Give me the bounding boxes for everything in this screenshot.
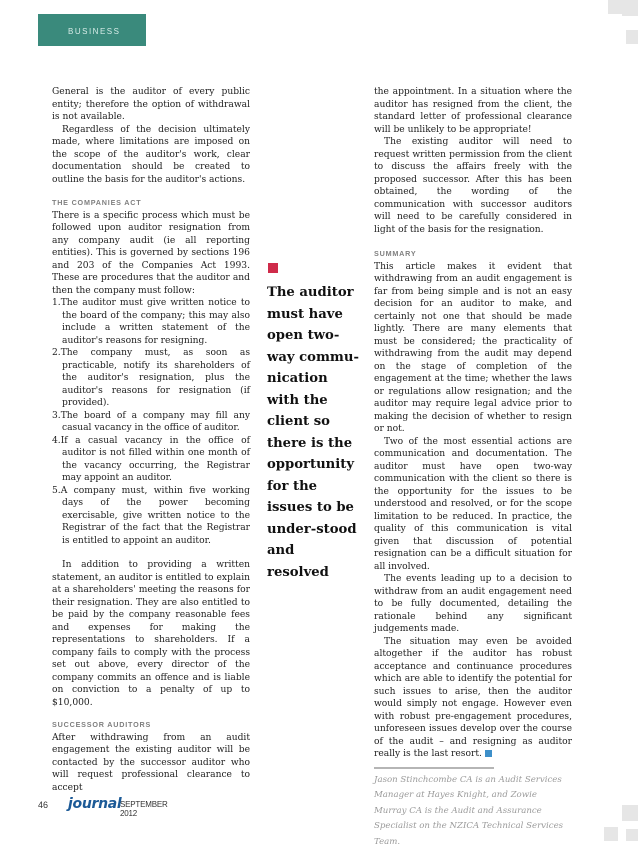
corner-decoration (608, 0, 622, 14)
paragraph: Regardless of the decision ultimately made, where limitations are imposed on the scope of the auditor's work, clear documentation should be created to outline the basis for the auditor's actions. (52, 124, 250, 187)
author-bio: Jason Stinchcombe CA is an Audit Services Manager at Hayes Knight, and Zowie Murray CA is the Audit and Assurance Specialist on the NZICA Technical Services Team. (374, 773, 572, 850)
page-footer (38, 800, 48, 811)
paragraph: In addition to providing a written statement, an auditor is entitled to explain at a shareholders' meeting the reasons for their resignation. They are also entitled to be paid by the company reasonable fees and expenses for making the representations to shareholders. If a company fails to comply with the process set out above, every director of the company commits an offence and is liable on conviction to a penalty of up to $10,000. (52, 559, 250, 709)
section-tab (38, 14, 146, 46)
page-number: 46 (38, 800, 48, 810)
paragraph: the appointment. In a situation where the auditor has resigned from the client, the standard letter of professional clearance will be unlikely to be appropriate! (374, 86, 572, 136)
list-item: 4.If a casual vacancy in the office of auditor is not filled within one month of the vacancy occurring, the Registrar may appoint an auditor. (52, 435, 250, 485)
divider (374, 767, 494, 769)
heading-companies-act: THE COMPANIES ACT (52, 197, 250, 210)
procedure-list (52, 297, 250, 547)
accent-square (268, 263, 278, 273)
corner-decoration (626, 30, 638, 44)
paragraph: This article makes it evident that withdrawing from an audit engagement is far from being simple and is not an easy decision for an auditor to make, and certainly not one that should be made lightly. There are many elements that must be considered; the practicality of withdrawing from the audit may depend on the stage of completion of the engagement at the time; whether the laws or regulations allow resignation; and the auditor may require legal advice prior to making the decision of whether to resign or not. (374, 261, 572, 436)
paragraph: After withdrawing from an audit engagement the existing auditor will be contacted by the successor auditor who will request professional clearance to accept (52, 732, 250, 795)
corner-decoration (622, 805, 638, 821)
heading-summary: SUMMARY (374, 248, 572, 261)
corner-decoration (622, 0, 638, 16)
list-item: 2.The company must, as soon as practicable, notify its shareholders of the auditor's resignation, plus the auditor's reasons for resignation (if provided). (52, 347, 250, 410)
paragraph: There is a specific process which must be followed upon auditor resignation from any company audit (ie all reporting entities). This is governed by sections 196 and 203 of the Companies Act 1993. These are procedures that the auditor and then the company must follow: (52, 210, 250, 298)
magazine-logo: journal (68, 796, 121, 812)
paragraph: General is the auditor of every public entity; therefore the option of withdrawal is not available. (52, 86, 250, 124)
heading-successor-auditors: SUCCESSOR AUDITORS (52, 719, 250, 732)
left-column (52, 86, 250, 794)
corner-decoration (604, 827, 618, 841)
pull-quote: The auditor must have open two-way commu-nication with the client so there is the opportunity for the issues to be under-stood and resolved (267, 282, 359, 583)
list-item: 1.The auditor must give written notice to the board of the company; this may also include a written statement of the auditor's reasons for resigning. (52, 297, 250, 347)
list-item: 5.A company must, within five working days of the power becoming exercisable, give written notice to the Registrar of the fact that the Registrar is entitled to appoint an auditor. (52, 485, 250, 548)
issue-date: SEPTEMBER 2012 (120, 800, 168, 818)
paragraph: The existing auditor will need to request written permission from the client to discuss the affairs freely with the proposed successor. After this has been obtained, the wording of the communication with successor auditors will need to be carefully considered in light of the basis for the resignation. (374, 136, 572, 236)
end-mark-icon (485, 750, 492, 757)
corner-decoration (626, 829, 638, 841)
paragraph: The situation may even be avoided altogether if the auditor has robust acceptance and continuance procedures which are able to identify the potential for such issues to arise, then the auditor would simply not engage. However even with robust pre-engagement procedures, unforeseen issues develop over the course of the audit – and resigning as auditor really is the last resort. (374, 637, 572, 760)
paragraph: Two of the most essential actions are communication and documentation. The auditor must have open two-way communication with the client so there is the opportunity for the issues to be understood and resolved, or for the scope limitation to be reduced. In practice, the quality of this communication is vital given that discussion of potential resignation can be a difficult situation for all involved. (374, 436, 572, 574)
list-item: 3.The board of a company may fill any casual vacancy in the office of auditor. (52, 410, 250, 435)
paragraph: The events leading up to a decision to withdraw from an audit engagement need to be fully documented, detailing the rationale behind any significant judgements made. (374, 573, 572, 636)
section-label: BUSINESS (68, 27, 120, 36)
right-column (374, 86, 572, 850)
